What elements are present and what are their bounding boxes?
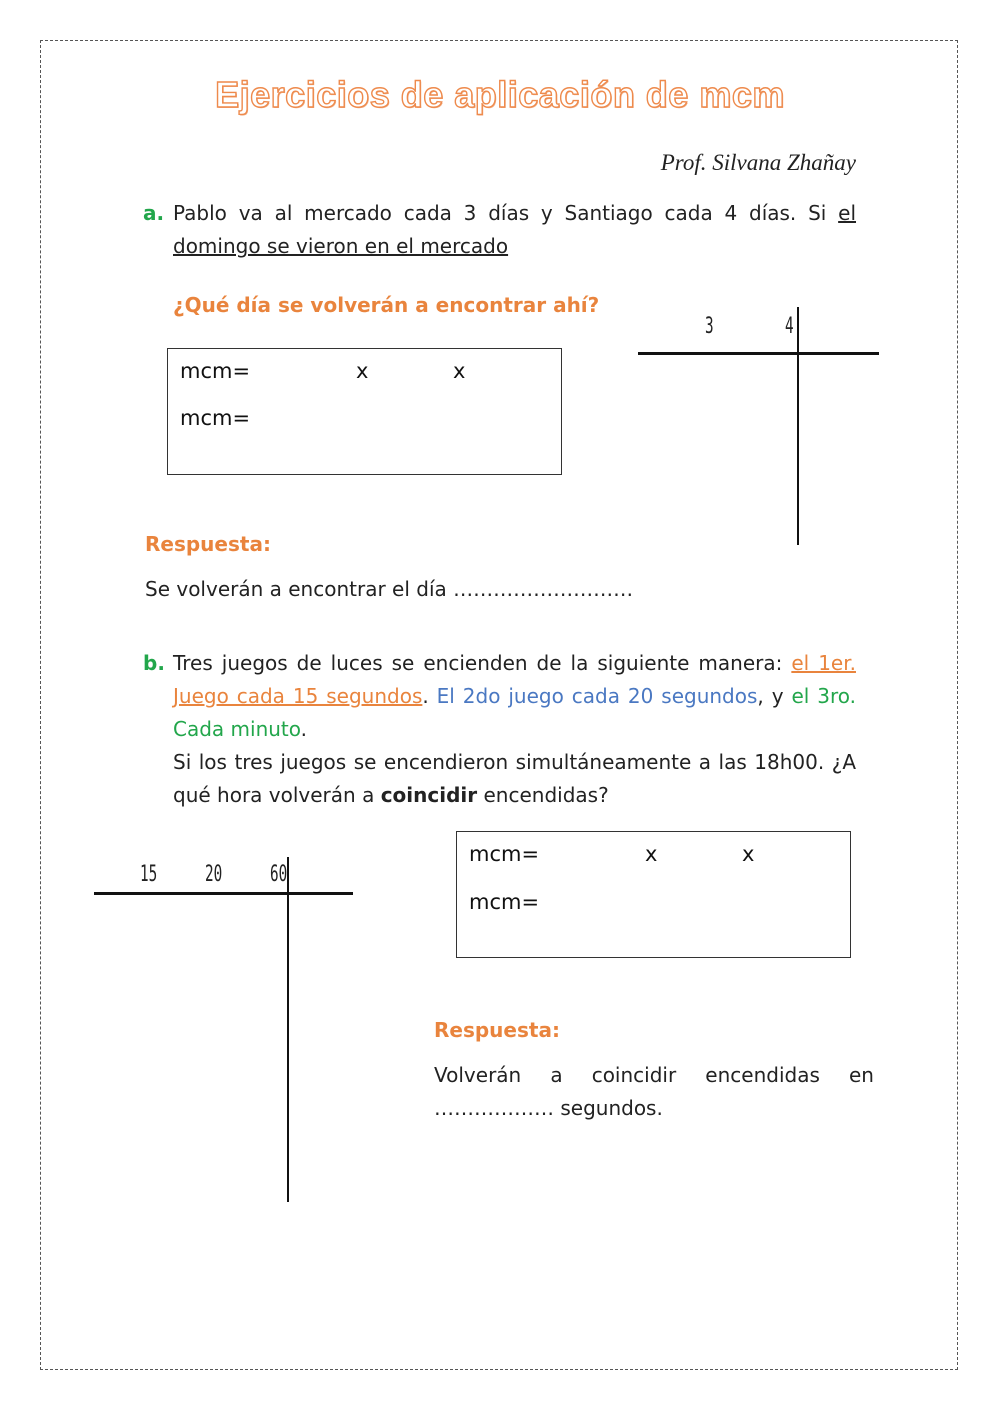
exercise-a-question: ¿Qué día se volverán a encontrar ahí? [173, 293, 600, 317]
table-horizontal-line [638, 352, 879, 355]
exercise-b-third-game: el 3ro. Cada minuto [173, 684, 856, 741]
exercise-b-second-game: El 2do juego cada 20 segundos [436, 684, 758, 708]
exercise-a-statement [173, 197, 856, 263]
page-title: Ejercicios de aplicación de mcm [215, 74, 785, 115]
exercise-b-first-game: el 1er. Juego cada 15 segundos [173, 651, 856, 708]
question-end: encendidas? [477, 783, 609, 807]
exercise-a-mcm-box [167, 348, 562, 475]
exercise-a-answer-text: Se volverán a encontrar el día ……………………… [145, 577, 634, 601]
table-number: 15 [140, 862, 158, 887]
mcm-times-sign: x [742, 842, 755, 866]
exercise-a-text: Pablo va al mercado cada 3 días y Santiago cada 4 días. Si [173, 201, 827, 225]
mcm-times-sign: x [645, 842, 658, 866]
mcm-times-sign: x [453, 359, 466, 383]
table-horizontal-line [94, 892, 353, 895]
exercise-b-question [173, 746, 856, 812]
table-number: 60 [270, 862, 288, 887]
table-number: 3 [705, 314, 714, 339]
question-start: Si los tres juegos se encendieron simultáneamente a las 18h00. ¿A qué hora volverán a [173, 750, 856, 807]
exercise-a-answer-label: Respuesta: [145, 532, 271, 556]
mcm-label: mcm= [469, 842, 540, 866]
author-name: Prof. Silvana Zhañay [660, 150, 856, 175]
separator: , y [757, 684, 792, 708]
exercise-b-answer-label: Respuesta: [434, 1018, 560, 1042]
table-number: 20 [205, 862, 223, 887]
exercise-a-marker: a. [143, 201, 165, 225]
exercise-b-answer-text: Volverán a coincidir encendidas en ……………… segundos. [434, 1063, 874, 1120]
mcm-result-label: mcm= [469, 890, 540, 914]
exercise-b-mcm-box [456, 831, 851, 958]
mcm-label: mcm= [180, 359, 251, 383]
exercise-a-underlined-text: el domingo se vieron en el mercado [173, 201, 857, 258]
exercise-b-marker: b. [143, 651, 165, 675]
table-vertical-line [797, 307, 799, 545]
exercise-b-statement [173, 647, 856, 746]
separator: . [300, 717, 308, 741]
table-number: 4 [785, 314, 794, 339]
question-keyword: coincidir [380, 783, 478, 807]
mcm-result-label: mcm= [180, 406, 251, 430]
exercise-b-intro: Tres juegos de luces se encienden de la siguiente manera: [173, 651, 792, 675]
table-vertical-line [287, 857, 289, 1202]
mcm-times-sign: x [356, 359, 369, 383]
separator: . [422, 684, 437, 708]
